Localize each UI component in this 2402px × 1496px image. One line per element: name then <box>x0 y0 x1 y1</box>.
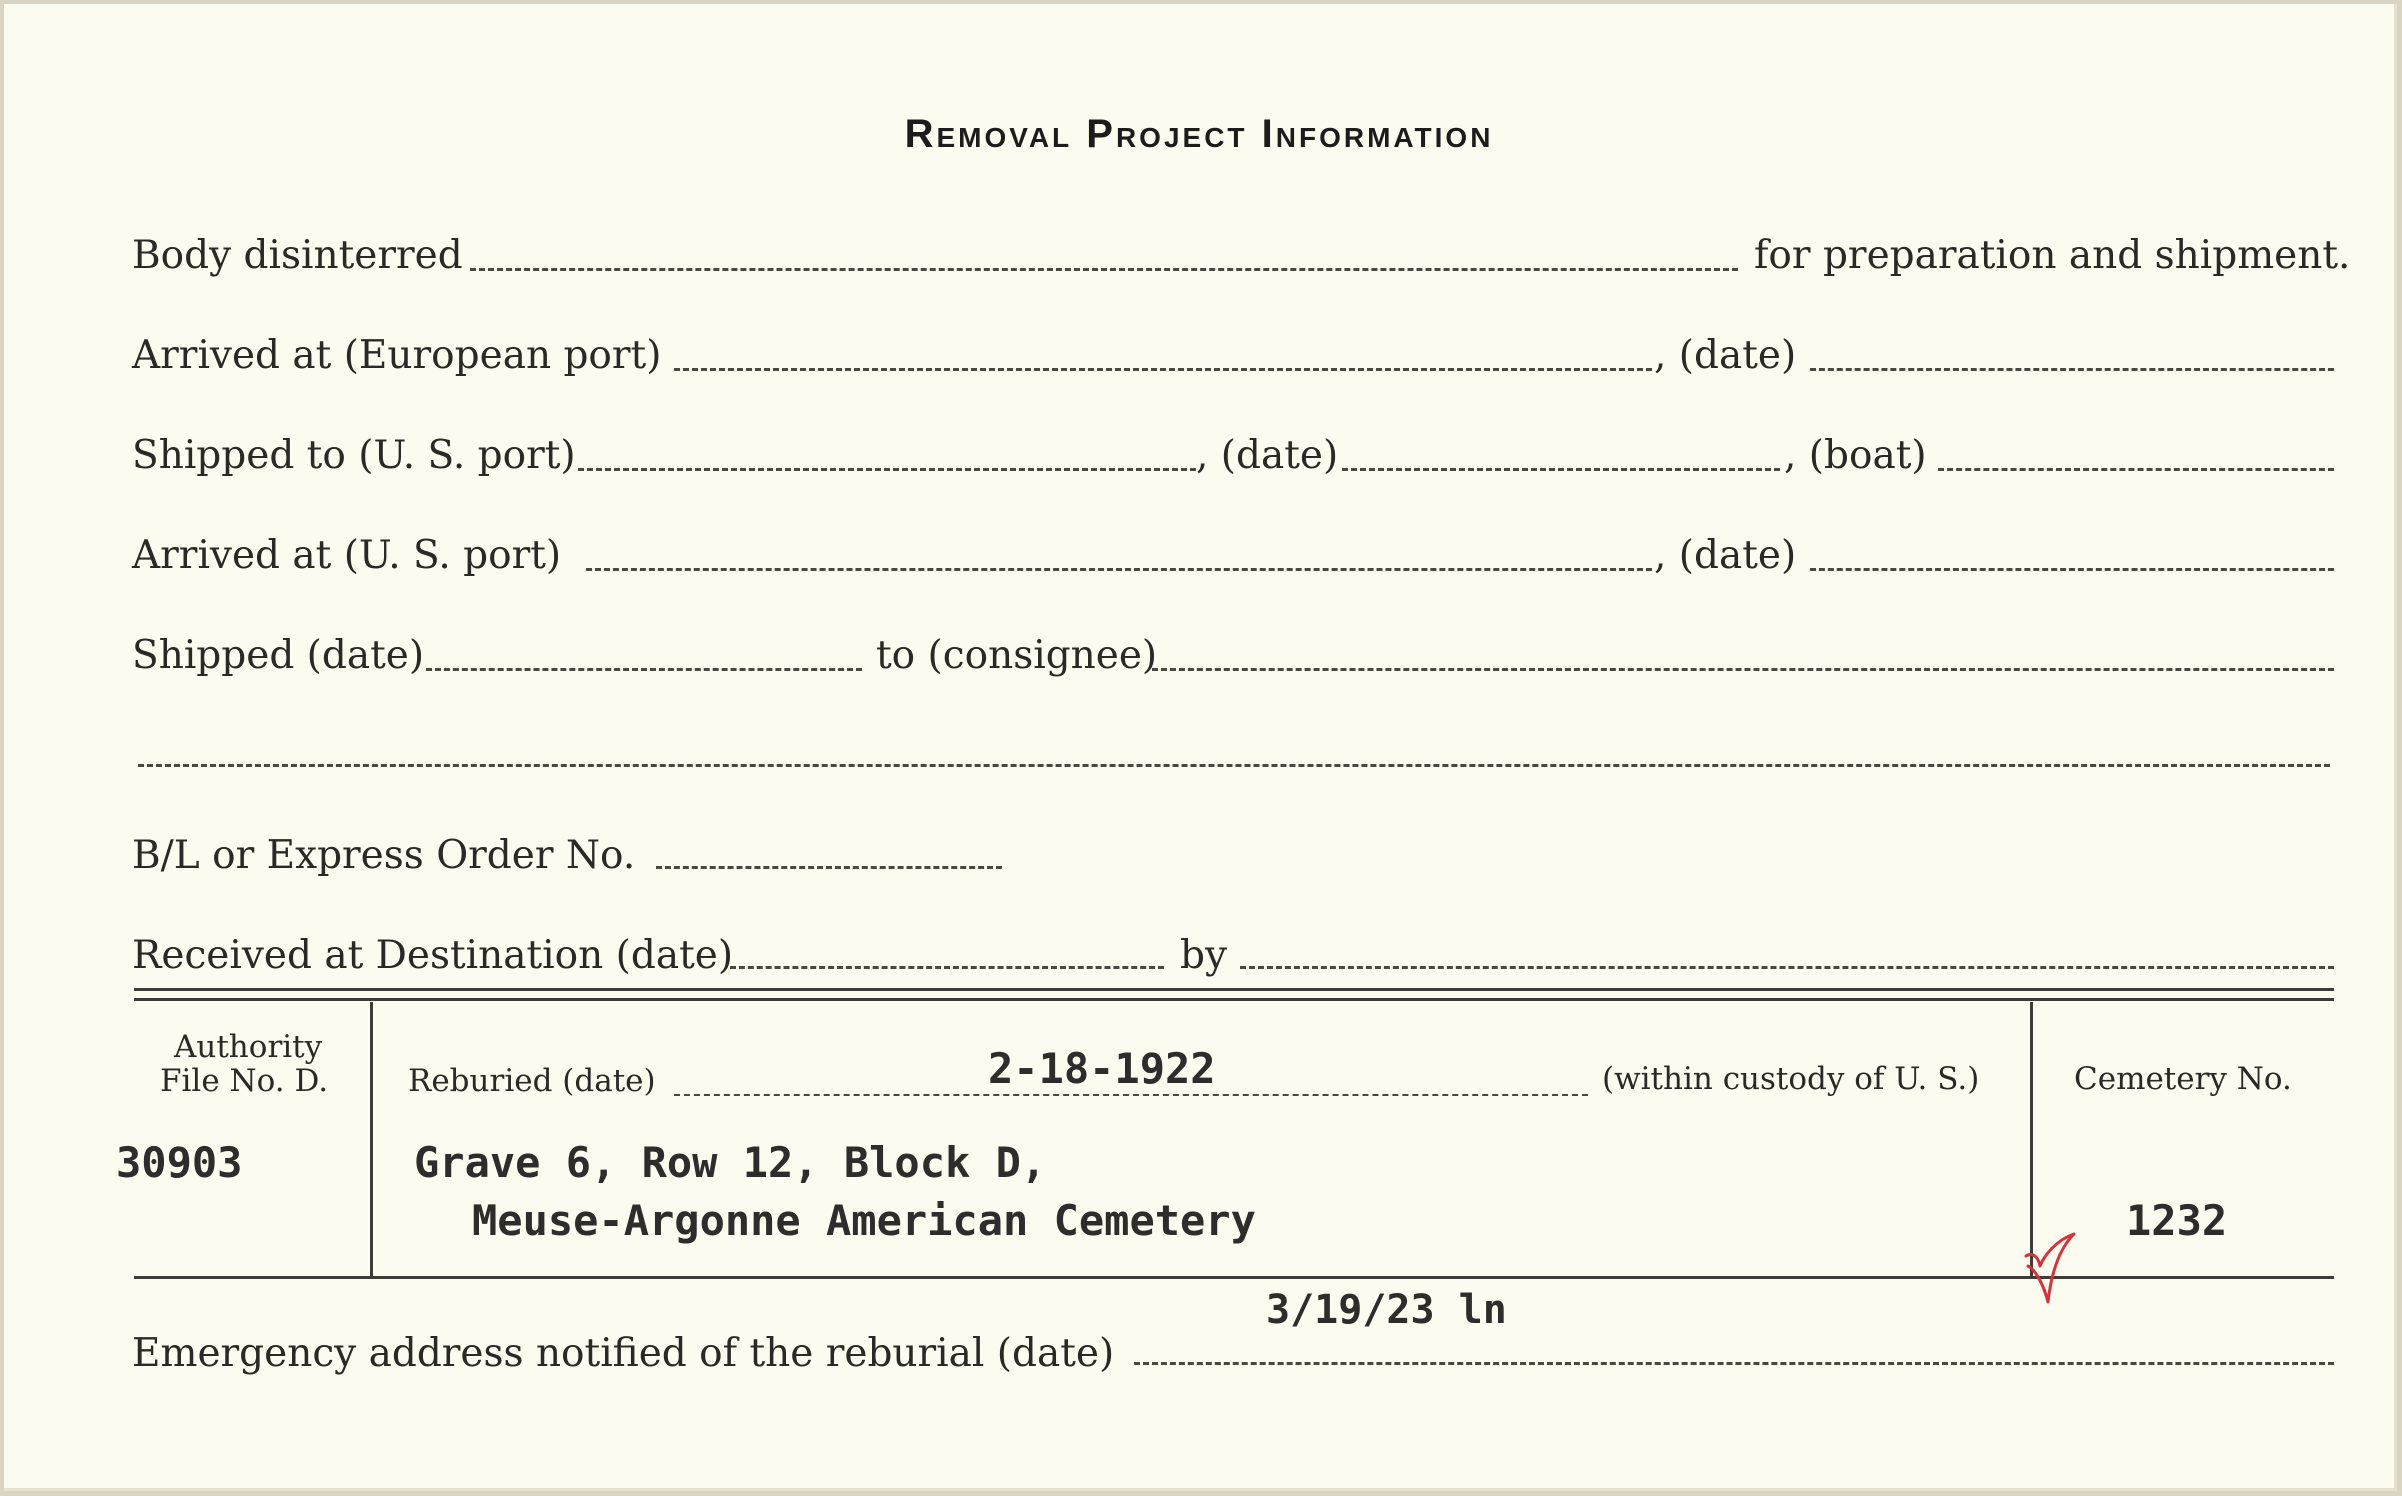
reburied-label: Reburied (date) <box>408 1063 656 1099</box>
box-left-divider <box>370 1002 373 1276</box>
shipped-date-label: Shipped (date) <box>132 633 425 678</box>
body-disinterred-line[interactable] <box>470 268 1738 271</box>
box-top-rule-2 <box>134 998 2334 1001</box>
date2-label: , (date) <box>1196 433 1339 478</box>
bl-order-line[interactable] <box>656 866 1002 869</box>
date3-label: , (date) <box>1654 533 1797 578</box>
shipped-to-us-line[interactable] <box>578 468 1196 471</box>
received-dest-label: Received at Destination (date) <box>132 933 734 978</box>
box-bottom-rule <box>134 1276 2334 1279</box>
file-number-value: 30903 <box>116 1138 243 1187</box>
grave-location-line-1: Grave 6, Row 12, Block D, <box>414 1138 1047 1187</box>
arrived-us-line[interactable] <box>586 568 1652 571</box>
arrived-european-label: Arrived at (European port) <box>132 333 662 378</box>
for-preparation-label: for preparation and shipment. <box>1754 233 2351 278</box>
date1-line[interactable] <box>1810 368 2334 371</box>
boat-label: , (boat) <box>1784 433 1927 478</box>
box-top-rule <box>134 988 2334 991</box>
date3-line[interactable] <box>1810 568 2334 571</box>
date2-line[interactable] <box>1342 468 1780 471</box>
arrived-us-label: Arrived at (U. S. port) <box>132 533 562 578</box>
boat-line[interactable] <box>1938 468 2334 471</box>
removal-card <box>4 4 2397 1491</box>
body-disinterred-label: Body disinterred <box>132 233 463 278</box>
bl-order-label: B/L or Express Order No. <box>132 833 636 878</box>
emergency-label: Emergency address notified of the reburial (date) <box>132 1331 1115 1376</box>
received-dest-line[interactable] <box>730 966 1164 969</box>
by-line[interactable] <box>1240 966 2334 969</box>
date1-label: , (date) <box>1654 333 1797 378</box>
card-title: Removal Project Information <box>904 112 1494 156</box>
cemetery-no-label: Cemetery No. <box>2074 1061 2292 1097</box>
consignee-continuation-line[interactable] <box>138 764 2330 767</box>
to-consignee-line[interactable] <box>1152 668 2334 671</box>
reburied-date-line[interactable] <box>674 1094 1588 1096</box>
arrived-european-line[interactable] <box>674 368 1652 371</box>
by-label: by <box>1180 933 1227 978</box>
emergency-date-value: 3/19/23 ln <box>1266 1287 1507 1333</box>
reburied-date-value: 2-18-1922 <box>988 1044 1216 1093</box>
grave-location-line-2: Meuse-Argonne American Cemetery <box>472 1196 1256 1245</box>
shipped-date-line[interactable] <box>426 668 862 671</box>
to-consignee-label: to (consignee) <box>876 633 1158 678</box>
authority-label: Authority <box>174 1029 323 1065</box>
cemetery-no-value: 1232 <box>2126 1196 2228 1245</box>
custody-label: (within custody of U. S.) <box>1602 1061 1980 1097</box>
red-check-mark-icon <box>2022 1226 2082 1306</box>
shipped-to-us-label: Shipped to (U. S. port) <box>132 433 576 478</box>
file-no-label: File No. D. <box>160 1063 329 1099</box>
emergency-date-line[interactable] <box>1134 1362 2334 1365</box>
